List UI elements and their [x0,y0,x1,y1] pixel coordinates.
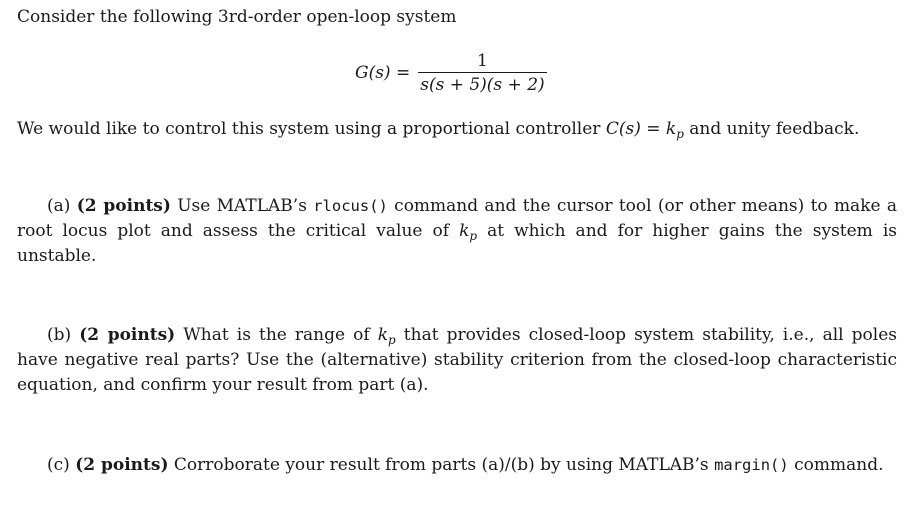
kp-variable: k [377,325,389,345]
question-part-a [17,194,897,269]
controller-subscript: p [676,127,684,141]
feedback-text-before: We would like to control this system using a proportional controller [17,119,606,139]
intro-text: Consider the following 3rd-order open-loop system [17,7,457,27]
equation-lhs: G(s) = [355,62,411,83]
part-a-text-1: Use MATLAB’s [170,196,314,216]
question-part-b [17,323,897,398]
transfer-function-equation [355,48,547,98]
part-a-text-3: at which and for higher gains the system is unstable. [17,221,897,266]
part-b-text-2: that provides closed-loop system stability, i.e., all poles have negative real parts? Use the (alternative) stability criterion from the closed-loop characteristic equation, and confirm your result from part (a). [17,325,897,395]
feedback-paragraph [17,117,897,142]
controller-expression: C(s) = k [605,119,677,139]
part-c-text-1: Corroborate your result from parts (a)/(b) by using MATLAB’s [168,455,715,475]
kp-variable: k [459,221,470,241]
kp-subscript: p [469,229,478,243]
part-b-points: (2 points) [79,325,176,345]
part-a-text-2: command and the cursor tool (or other means) to make a root locus plot and assess the critical value of [17,196,897,241]
equation-numerator: 1 [477,50,488,71]
part-c-text-2: command. [788,455,884,475]
feedback-text-after: and unity feedback. [683,119,860,139]
part-c-points: (2 points) [75,455,169,475]
equation-denominator: s(s + 5)(s + 2) [420,74,545,95]
rlocus-command: rlocus() [313,197,388,215]
margin-command: margin() [714,456,789,474]
part-c-label: (c) [47,455,70,475]
part-b-label: (b) [47,325,72,345]
question-part-c [17,453,897,478]
equation-fraction [418,50,546,97]
part-a-label: (a) [47,196,71,216]
part-a-points: (2 points) [76,196,171,216]
kp-subscript: p [388,333,396,347]
part-b-text-1: What is the range of [175,325,378,345]
